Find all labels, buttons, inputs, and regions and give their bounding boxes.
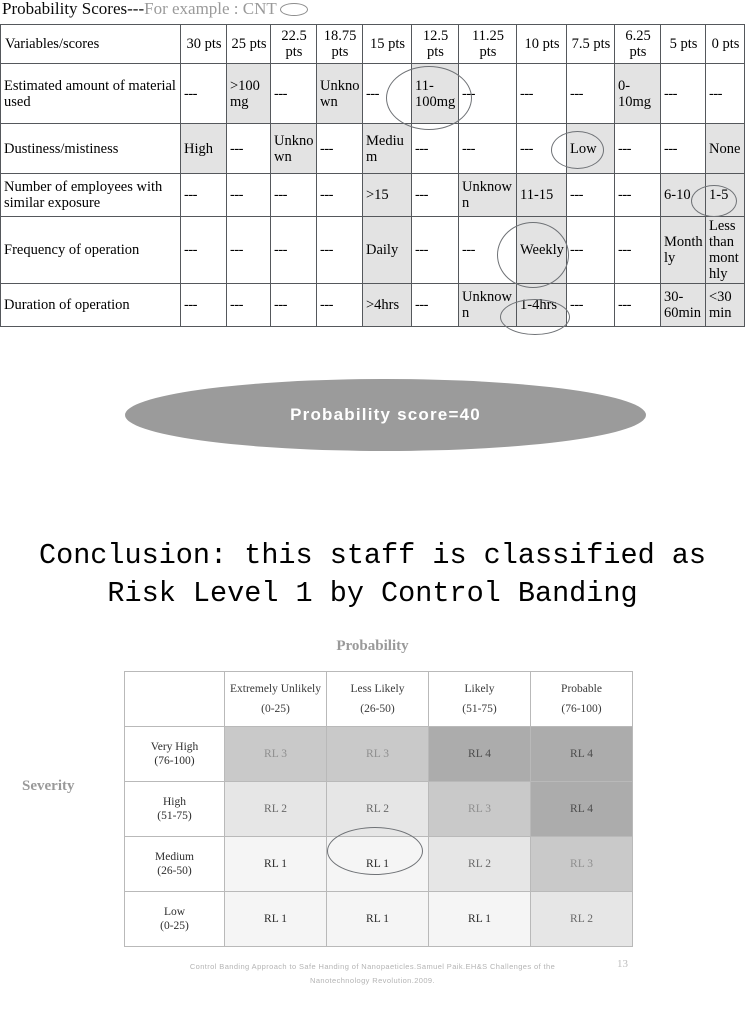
risk-matrix-cell[interactable]: RL 1 — [225, 837, 327, 892]
risk-matrix-cell[interactable]: RL 2 — [429, 837, 531, 892]
risk-matrix-cell[interactable]: RL 1 — [327, 892, 429, 947]
risk-matrix-row-header — [125, 892, 225, 947]
risk-matrix-column-header-range: (0-25) — [261, 703, 290, 715]
score-table-points-header: 6.25 pts — [615, 25, 661, 64]
risk-level-matrix — [124, 671, 633, 947]
score-table-cell: --- — [661, 124, 706, 174]
score-table-cell: --- — [317, 124, 363, 174]
score-table-cell: --- — [615, 174, 661, 217]
score-table-cell: 30-60min — [661, 284, 706, 327]
score-table-cell: Low — [567, 124, 615, 174]
score-table-cell: --- — [661, 64, 706, 124]
footer-line-1: Control Banding Approach to Safe Handing of Nanopaeticles.Samuel Paik.EH&S Challenges of the — [189, 962, 556, 971]
score-table-cell: --- — [459, 64, 517, 124]
score-table-cell: --- — [567, 64, 615, 124]
score-table-cell: None — [706, 124, 745, 174]
probability-axis-label: Probability — [336, 638, 409, 654]
score-table-cell: >100 mg — [227, 64, 271, 124]
score-table-cell: Monthly — [661, 217, 706, 284]
score-table-points-header: 12.5 pts — [412, 25, 459, 64]
score-table-cell: 0-10mg — [615, 64, 661, 124]
score-table-cell: 11-15 — [517, 174, 567, 217]
score-table-cell: Unknown — [317, 64, 363, 124]
score-table-cell: Unknown — [459, 284, 517, 327]
score-table-cell: >15 — [363, 174, 412, 217]
score-table-cell: >4hrs — [363, 284, 412, 327]
score-table-row — [1, 174, 745, 217]
risk-matrix-column-header-range: (76-100) — [561, 703, 602, 715]
score-table-points-header: 30 pts — [181, 25, 227, 64]
risk-matrix-column-header — [327, 672, 429, 727]
risk-matrix-row-header-name: Medium — [155, 851, 194, 863]
ellipse-annotation-icon — [280, 3, 308, 16]
score-table-cell: --- — [567, 284, 615, 327]
risk-matrix-header-row — [125, 672, 633, 727]
score-table-header-row — [1, 25, 745, 64]
risk-matrix-column-header-name: Likely — [464, 683, 495, 695]
score-table-row-label: Number of employees with similar exposure — [1, 174, 181, 217]
score-table-row-label: Duration of operation — [1, 284, 181, 327]
score-table-row — [1, 64, 745, 124]
score-table-row-label: Frequency of operation — [1, 217, 181, 284]
score-table-cell: Daily — [363, 217, 412, 284]
conclusion-heading — [0, 537, 745, 613]
score-table-cell: --- — [459, 124, 517, 174]
page-title-subtitle: For example : CNT — [144, 0, 277, 18]
risk-matrix-row — [125, 782, 633, 837]
risk-matrix-cell[interactable]: RL 3 — [429, 782, 531, 837]
score-table-cell: --- — [181, 284, 227, 327]
risk-matrix-cell[interactable]: RL 4 — [429, 727, 531, 782]
page-title — [2, 0, 308, 19]
score-table-row-label: Dustiness/mistiness — [1, 124, 181, 174]
score-table-cell: --- — [412, 217, 459, 284]
score-table-points-header: 15 pts — [363, 25, 412, 64]
score-table-cell: --- — [227, 124, 271, 174]
score-table-points-header: 5 pts — [661, 25, 706, 64]
risk-matrix-column-header-range: (26-50) — [360, 703, 395, 715]
score-table-cell: Less than monthly — [706, 217, 745, 284]
score-table-cell: --- — [317, 284, 363, 327]
score-table-cell: --- — [517, 64, 567, 124]
score-table-cell: High — [181, 124, 227, 174]
score-table-cell: --- — [271, 217, 317, 284]
footer-line-2: Nanotechnology Revolution.2009. — [310, 976, 435, 985]
score-table-cell: --- — [615, 124, 661, 174]
score-table-cell: Medium — [363, 124, 412, 174]
risk-matrix-cell[interactable]: RL 2 — [225, 782, 327, 837]
score-table-points-header: 10 pts — [517, 25, 567, 64]
risk-matrix-column-header — [531, 672, 633, 727]
risk-matrix-row-header-range: (0-25) — [160, 920, 189, 932]
risk-matrix-cell[interactable]: RL 3 — [327, 727, 429, 782]
score-table-cell: --- — [227, 284, 271, 327]
score-table-cell: --- — [227, 217, 271, 284]
risk-matrix-cell[interactable]: RL 1 — [327, 837, 429, 892]
score-table-cell: --- — [317, 174, 363, 217]
score-table-row-label: Estimated amount of material used — [1, 64, 181, 124]
score-table-cell: --- — [567, 217, 615, 284]
page-number: 13 — [617, 958, 628, 970]
severity-axis-label: Severity — [22, 778, 75, 794]
risk-matrix-cell[interactable]: RL 1 — [225, 892, 327, 947]
score-table-points-header: 25 pts — [227, 25, 271, 64]
page-title-main: Probability Scores--- — [2, 0, 145, 18]
risk-matrix-cell[interactable]: RL 2 — [531, 892, 633, 947]
score-table-cell: 1-5 — [706, 174, 745, 217]
risk-matrix-column-header — [429, 672, 531, 727]
score-table-cell: Unknown — [271, 124, 317, 174]
probability-scores-table — [0, 24, 745, 327]
score-table-cell: --- — [181, 174, 227, 217]
score-table-cell: --- — [517, 124, 567, 174]
score-table-cell: --- — [271, 64, 317, 124]
risk-matrix-column-header — [225, 672, 327, 727]
risk-matrix-row-header — [125, 727, 225, 782]
risk-matrix-column-header-name: Probable — [561, 683, 602, 695]
score-table-points-header: 0 pts — [706, 25, 745, 64]
risk-matrix-cell[interactable]: RL 4 — [531, 727, 633, 782]
risk-matrix-row-header — [125, 782, 225, 837]
risk-matrix-row-header-name: Very High — [150, 741, 199, 753]
score-table-cell: --- — [227, 174, 271, 217]
score-table-row — [1, 124, 745, 174]
score-table-points-header: 11.25 pts — [459, 25, 517, 64]
probability-score-label: Probability score=40 — [290, 405, 481, 424]
score-table-cell: --- — [271, 284, 317, 327]
risk-matrix-row-header-range: (51-75) — [157, 810, 192, 822]
risk-matrix-row-header-range: (26-50) — [157, 865, 192, 877]
score-table-cell: --- — [181, 217, 227, 284]
score-table-cell: Unknown — [459, 174, 517, 217]
risk-matrix-cell[interactable]: RL 4 — [531, 782, 633, 837]
score-table-cell: --- — [412, 174, 459, 217]
risk-matrix-row-header-range: (76-100) — [154, 755, 195, 767]
score-table-cell: --- — [615, 217, 661, 284]
risk-matrix-column-header-name: Less Likely — [350, 683, 405, 695]
risk-matrix-row — [125, 837, 633, 892]
risk-matrix-cell[interactable]: RL 3 — [531, 837, 633, 892]
score-table-row — [1, 284, 745, 327]
score-table-cell: --- — [459, 217, 517, 284]
footer — [0, 960, 745, 988]
risk-matrix-row-header-name: Low — [163, 906, 186, 918]
score-table-cell: --- — [706, 64, 745, 124]
risk-matrix-cell[interactable]: RL 1 — [429, 892, 531, 947]
score-table-points-header: 18.75 pts — [317, 25, 363, 64]
risk-matrix-corner-cell — [125, 672, 225, 727]
risk-matrix-row — [125, 727, 633, 782]
score-table-cell: --- — [363, 64, 412, 124]
score-table-row — [1, 217, 745, 284]
risk-matrix-row-header — [125, 837, 225, 892]
score-table-points-header: 22.5 pts — [271, 25, 317, 64]
risk-matrix-column-header-name: Extremely Unlikely — [229, 683, 322, 695]
score-table-cell: --- — [567, 174, 615, 217]
score-table-cell: --- — [412, 124, 459, 174]
score-table-cell: 1-4hrs — [517, 284, 567, 327]
conclusion-line-2: Risk Level 1 by Control Banding — [107, 577, 638, 610]
score-table-cell: 6-10 — [661, 174, 706, 217]
score-table-cell: --- — [181, 64, 227, 124]
score-table-cell: 11-100mg — [412, 64, 459, 124]
risk-matrix-row-header-name: High — [163, 796, 186, 808]
risk-matrix-column-header-range: (51-75) — [462, 703, 497, 715]
score-table-cell: Weekly — [517, 217, 567, 284]
score-table-cell: --- — [317, 217, 363, 284]
risk-matrix-cell[interactable]: RL 3 — [225, 727, 327, 782]
score-table-cell: <30min — [706, 284, 745, 327]
score-table-cell: --- — [271, 174, 317, 217]
score-table-points-header: 7.5 pts — [567, 25, 615, 64]
probability-score-callout — [125, 379, 646, 451]
conclusion-line-1: Conclusion: this staff is classified as — [38, 539, 706, 572]
risk-matrix-cell[interactable]: RL 2 — [327, 782, 429, 837]
score-table-cell: --- — [615, 284, 661, 327]
score-table-variables-header: Variables/scores — [1, 25, 181, 64]
score-table-cell: --- — [412, 284, 459, 327]
risk-matrix-row — [125, 892, 633, 947]
